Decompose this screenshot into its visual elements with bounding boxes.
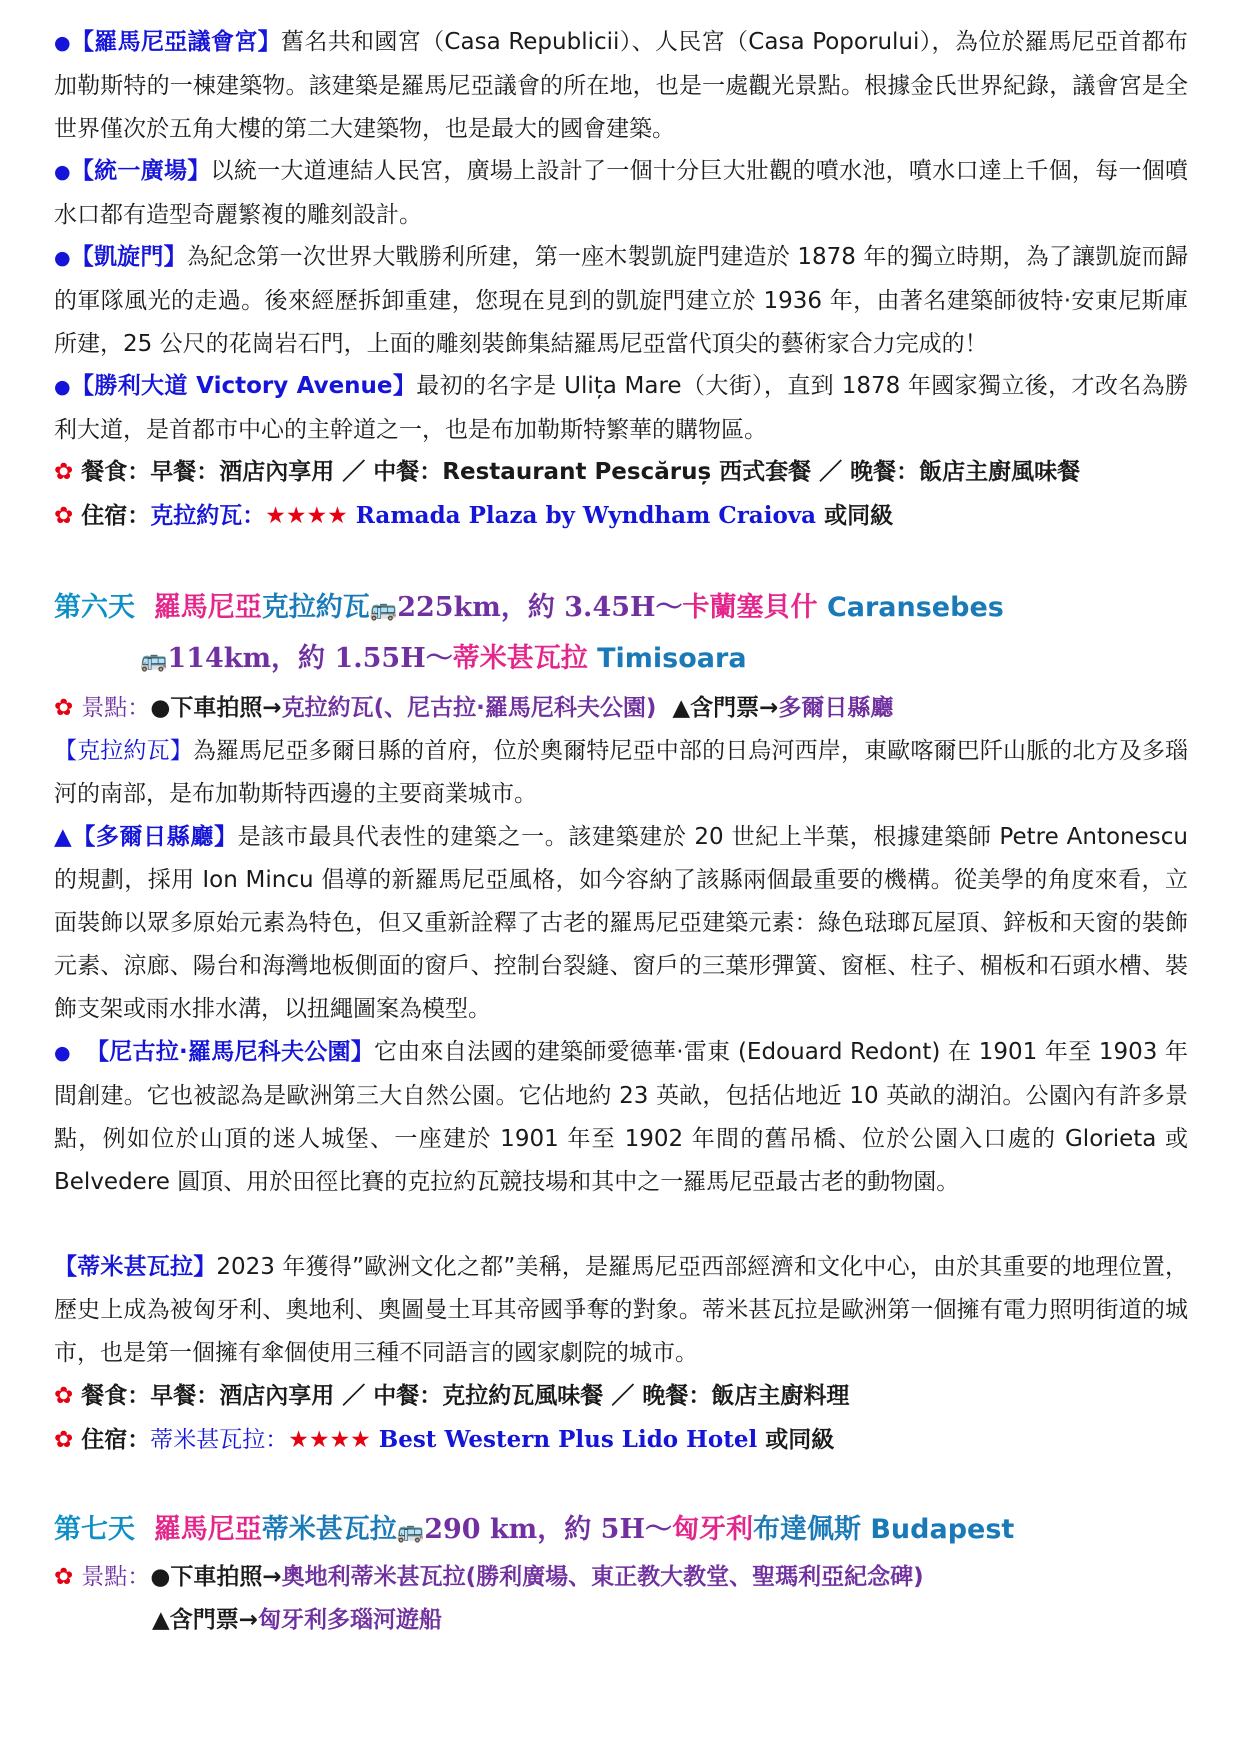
sights-photo: ●下車拍照→ — [150, 1564, 282, 1590]
hotel-city: 克拉約瓦： — [150, 503, 266, 529]
paragraph-title: 【多爾日縣廳】 — [72, 824, 238, 850]
paragraph-timisoara — [54, 1246, 1188, 1375]
hotel-stars: ★★★★ — [288, 1427, 371, 1453]
day-country: 羅馬尼亞 — [153, 592, 262, 623]
day7-sights — [54, 1556, 1188, 1599]
route-distance: 114km，約 1.55H～ — [167, 643, 453, 674]
paragraph-text: 2023 年獲得”歐洲文化之都”美稱，是羅馬尼亞西部經濟和文化中心，由於其重要的地理位置，歷史上成為被匈牙利、奧地利、奧圖曼土耳其帝國爭奪的對象。蒂米甚瓦拉是歐洲第一個擁有電力照明街道的城市，也是第一個擁有傘個使用三種不同語言的國家劇院的城市。 — [54, 1254, 1188, 1366]
day6-heading-line2 — [140, 634, 1180, 686]
day5-hotel — [54, 494, 1188, 538]
bus-icon: 🚌 — [369, 597, 398, 622]
day-city: 克拉約瓦 — [261, 592, 370, 623]
meals-label: 餐食： — [81, 1383, 151, 1409]
route-distance: 225km，約 3.45H～ — [397, 592, 683, 623]
bullet-icon: ● — [54, 161, 71, 183]
paragraph-title: 【蒂米甚瓦拉】 — [54, 1254, 217, 1280]
hotel-label: 住宿： — [81, 503, 151, 529]
route-destination-country: 匈牙利 — [671, 1514, 753, 1545]
route-destination: 卡蘭塞貝什 — [682, 592, 827, 623]
sights-photo-places: 克拉約瓦(、尼古拉·羅馬尼科夫公園) — [281, 695, 657, 721]
route-distance: 290 km，約 5H～ — [424, 1514, 672, 1545]
day-label: 第六天 — [54, 592, 135, 623]
sights-ticket-places: 多爾日縣廳 — [778, 695, 894, 721]
route-destination-en: Timisoara — [597, 643, 747, 674]
hotel-suffix: 或同級 — [824, 503, 894, 529]
route-destination: 蒂米甚瓦拉 — [452, 643, 598, 674]
bullet-icon: ● — [54, 376, 71, 398]
bus-icon: 🚌 — [140, 648, 168, 673]
day-label: 第七天 — [54, 1514, 135, 1545]
attraction-title: 【凱旋門】 — [70, 244, 187, 270]
meals-text: 早餐：酒店內享用 ／ 中餐：克拉約瓦風味餐 ／ 晚餐：飯店主廚料理 — [150, 1383, 850, 1409]
paragraph-dolj-county-hall — [54, 816, 1188, 1031]
hotel-suffix: 或同級 — [765, 1427, 835, 1453]
bus-icon: 🚌 — [396, 1519, 425, 1544]
hotel-name: Ramada Plaza by Wyndham Craiova — [347, 502, 825, 529]
day-city: 蒂米甚瓦拉 — [261, 1514, 397, 1545]
attraction-text: 最初的名字是 Ulița Mare（大街），直到 1878 年國家獨立後，才改名為勝利大道，是首都市中心的主幹道之一，也是布加勒斯特繁華的購物區。 — [54, 373, 1188, 443]
sights-photo-places: 奧地利蒂米甚瓦拉(勝利廣場、東正教大教堂、聖瑪利亞紀念碑) — [281, 1564, 924, 1590]
meals-text: 早餐：酒店內享用 ／ 中餐：Restaurant Pescăruș 西式套餐 ／ 晚餐：飯店主廚風味餐 — [150, 459, 1081, 485]
attraction-parliament-palace — [54, 21, 1188, 151]
flower-icon: ✿ — [54, 503, 74, 529]
attraction-title: 【勝利大道 Victory Avenue】 — [70, 373, 417, 399]
paragraph-text: 是該市最具代表性的建築之一。該建築建於 20 世紀上半葉，根據建築師 Petre Antonescu 的規劃，採用 Ion Mincu 倡導的新羅馬尼亞風格，如今容納了該縣兩個最重要的機構。從美學的角度來看，立面裝飾以眾多原始元素為特色，但又重新詮釋了古老的羅馬尼亞建築元素：綠色琺瑯瓦屋頂、鋅板和天窗的裝飾元素、涼廊、陽台和海灣地板側面的窗戶、控制台裂縫、窗戶的三葉形彈簧、窗框、柱子、楣板和石頭水槽、裝飾支架或雨水排水溝，以扭繩圖案為模型。 — [54, 824, 1188, 1022]
route-destination: 布達佩斯 Budapest — [752, 1514, 1015, 1545]
day6-sights — [54, 687, 1188, 730]
paragraph-title: 【克拉約瓦】 — [54, 738, 193, 764]
sights-label: 景點： — [81, 695, 151, 721]
sights-ticket: ▲含門票→ — [152, 1607, 258, 1633]
flower-icon: ✿ — [54, 1383, 74, 1409]
hotel-label: 住宿： — [81, 1427, 151, 1453]
paragraph-title: 【尼古拉·羅馬尼科夫公園】 — [85, 1039, 375, 1065]
sights-ticket: ▲含門票→ — [672, 695, 779, 721]
bullet-icon: ● — [54, 247, 71, 269]
attraction-arc-de-triomphe — [54, 236, 1188, 366]
flower-icon: ✿ — [54, 459, 74, 485]
sights-label: 景點： — [81, 1564, 151, 1590]
flower-icon: ✿ — [54, 695, 74, 721]
sights-ticket-places: 匈牙利多瑙河遊船 — [257, 1607, 442, 1633]
paragraph-romanescu-park — [54, 1031, 1188, 1204]
attraction-text: 舊名共和國宮（Casa Republicii）、人民宮（Casa Poporului），為位於羅馬尼亞首都布加勒斯特的一棟建築物。該建築是羅馬尼亞議會的所在地，也是一處觀光景點。根據金氏世界紀錄，議會宮是全世界僅次於五角大樓的第二大建築物，也是最大的國會建築。 — [54, 29, 1188, 142]
paragraph-text: 為羅馬尼亞多爾日縣的首府，位於奧爾特尼亞中部的日烏河西岸，東歐喀爾巴阡山脈的北方及多瑙河的南部，是布加勒斯特西邊的主要商業城市。 — [54, 738, 1188, 807]
day6-heading — [54, 583, 1188, 635]
marker-bullet-icon: ● — [54, 1042, 71, 1064]
paragraph-craiova — [54, 730, 1188, 816]
attraction-union-square — [54, 150, 1188, 237]
attraction-title: 【統一廣場】 — [70, 158, 211, 184]
sights-photo: ●下車拍照→ — [150, 695, 282, 721]
route-destination-en: Caransebes — [826, 592, 1004, 623]
marker-triangle-icon: ▲ — [54, 824, 73, 850]
hotel-stars: ★★★★ — [265, 503, 348, 529]
day6-meals — [54, 1375, 1188, 1418]
day7-sights-tickets — [152, 1599, 1182, 1642]
meals-label: 餐食： — [81, 459, 151, 485]
day7-heading — [54, 1505, 1188, 1557]
attraction-title: 【羅馬尼亞議會宮】 — [70, 29, 282, 55]
bullet-icon: ● — [54, 32, 71, 54]
flower-icon: ✿ — [54, 1564, 74, 1590]
hotel-city: 蒂米甚瓦拉： — [150, 1427, 289, 1453]
day6-hotel — [54, 1418, 1188, 1462]
attraction-victory-avenue — [54, 365, 1188, 452]
attraction-text: 以統一大道連結人民宮，廣場上設計了一個十分巨大壯觀的噴水池，噴水口達上千個，每一個噴水口都有造型奇麗繁複的雕刻設計。 — [54, 158, 1188, 228]
day5-meals — [54, 451, 1188, 494]
attraction-text: 為紀念第一次世界大戰勝利所建，第一座木製凱旋門建造於 1878 年的獨立時期，為了讓凱旋而歸的軍隊風光的走過。後來經歷拆卸重建，您現在見到的凱旋門建立於 1936 年，由著名建築師彼特·安東尼斯庫所建，25 公尺的花崗岩石門，上面的雕刻裝飾集結羅馬尼亞當代頂尖的藝術家合力完成的！ — [54, 244, 1188, 357]
hotel-name: Best Western Plus Lido Hotel — [370, 1426, 766, 1453]
day-country: 羅馬尼亞 — [153, 1514, 262, 1545]
flower-icon: ✿ — [54, 1427, 74, 1453]
paragraph-text: 它由來自法國的建築師愛德華·雷東 (Edouard Redont) 在 1901 年至 1903 年間創建。它也被認為是歐洲第三大自然公園。它佔地約 23 英畝，包括佔地近 10 英畝的湖泊。公園內有許多景點，例如位於山頂的迷人城堡、一座建於 1901 年至 1902 年間的舊吊橋、位於公園入口處的 Glorieta 或 Belvedere 圓頂、用於田徑比賽的克拉約瓦競技場和其中之一羅馬尼亞最古老的動物園。 — [54, 1039, 1188, 1195]
